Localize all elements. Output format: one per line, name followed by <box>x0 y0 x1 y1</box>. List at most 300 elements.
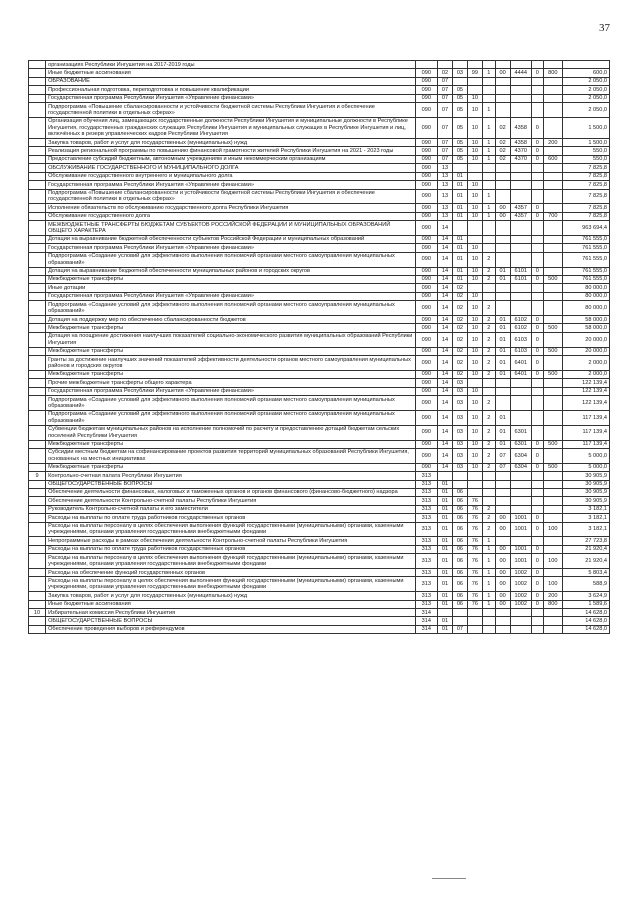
direction-code-cell <box>510 77 531 85</box>
item-name-cell: Исполнение обязательств по обслуживанию государственного долга Республики Ингушетия <box>46 204 416 212</box>
extra-code-cell: 0 <box>531 370 543 378</box>
admin-code-cell: 090 <box>415 221 437 236</box>
item-name-cell: Расходы на выплаты по оплате труда работников государственных органов <box>46 545 416 553</box>
table-row <box>29 332 610 347</box>
amount-cell: 30 905,9 <box>562 497 609 505</box>
amount-cell: 30 905,9 <box>562 488 609 496</box>
admin-code-cell: 090 <box>415 463 437 471</box>
extra-code-cell <box>531 537 543 545</box>
amount-cell: 117 139,4 <box>562 425 609 440</box>
row-number-cell <box>29 440 46 448</box>
amount-cell: 7 825,8 <box>562 204 609 212</box>
event-code-cell: 01 <box>495 324 510 332</box>
section-code-cell: 07 <box>438 86 453 94</box>
section-code-cell: 02 <box>438 69 453 77</box>
item-name-cell: Межбюджетные трансферты <box>46 370 416 378</box>
subprogram-code-cell <box>482 221 495 236</box>
expense-type-cell <box>543 86 562 94</box>
item-name-cell: Иные дотации <box>46 284 416 292</box>
extra-code-cell <box>531 181 543 189</box>
expense-type-cell <box>543 316 562 324</box>
subprogram-code-cell: 2 <box>482 410 495 425</box>
row-number-cell <box>29 347 46 355</box>
section-code-cell: 14 <box>438 448 453 463</box>
direction-code-cell: 1002 <box>510 569 531 577</box>
table-row <box>29 139 610 147</box>
subsection-code-cell: 02 <box>452 356 467 371</box>
event-code-cell: 00 <box>495 522 510 537</box>
subsection-code-cell: 06 <box>452 505 467 513</box>
event-code-cell <box>495 537 510 545</box>
row-number-cell <box>29 212 46 220</box>
program-code-cell: 10 <box>467 448 482 463</box>
row-number-cell <box>29 569 46 577</box>
item-name-cell: Контрольно-счетная палата Республики Ингушетия <box>46 472 416 480</box>
event-code-cell <box>495 497 510 505</box>
item-name-cell: Обеспечение деятельности финансовых, налоговых и таможенных органов и органов финансового (финансово-бюджетного) надзора <box>46 488 416 496</box>
item-name-cell: Субвенции бюджетам муниципальных районов на исполнение полномочий по расчету и предоставлению дотаций бюджетам сельских поселений Республики Ингушетия <box>46 425 416 440</box>
expense-type-cell <box>543 181 562 189</box>
item-name-cell: ОБЩЕГОСУДАРСТВЕННЫЕ ВОПРОСЫ <box>46 480 416 488</box>
item-name-cell: Межбюджетные трансферты <box>46 275 416 283</box>
subprogram-code-cell: 2 <box>482 275 495 283</box>
subprogram-code-cell <box>482 292 495 300</box>
subprogram-code-cell: 1 <box>482 592 495 600</box>
section-code-cell: 14 <box>438 332 453 347</box>
expense-type-cell <box>543 497 562 505</box>
admin-code-cell: 090 <box>415 94 437 102</box>
section-code-cell: 14 <box>438 235 453 243</box>
row-number-cell <box>29 370 46 378</box>
subprogram-code-cell <box>482 497 495 505</box>
program-code-cell <box>467 164 482 172</box>
admin-code-cell: 313 <box>415 569 437 577</box>
admin-code-cell: 090 <box>415 356 437 371</box>
table-row <box>29 600 610 608</box>
section-code-cell: 01 <box>438 577 453 592</box>
amount-cell: 58 000,0 <box>562 316 609 324</box>
row-number-cell <box>29 592 46 600</box>
program-code-cell: 10 <box>467 204 482 212</box>
item-name-cell: Обслуживание государственного долга <box>46 212 416 220</box>
subprogram-code-cell: 2 <box>482 347 495 355</box>
extra-code-cell: 0 <box>531 448 543 463</box>
item-name-cell: Подпрограмма «Создание условий для эффективного выполнения полномочий органами местного самоуправления муниципальных образований» <box>46 410 416 425</box>
row-number-cell <box>29 69 46 77</box>
subsection-code-cell: 02 <box>452 370 467 378</box>
expense-type-cell <box>543 387 562 395</box>
section-code-cell: 07 <box>438 155 453 163</box>
program-code-cell: 76 <box>467 569 482 577</box>
direction-code-cell: 6101 <box>510 275 531 283</box>
amount-cell: 550,0 <box>562 155 609 163</box>
item-name-cell: Прочие межбюджетные трансферты общего характера <box>46 379 416 387</box>
subsection-code-cell: 01 <box>452 252 467 267</box>
subprogram-code-cell: 2 <box>482 316 495 324</box>
subprogram-code-cell <box>482 172 495 180</box>
subsection-code-cell: 05 <box>452 94 467 102</box>
row-number-cell <box>29 577 46 592</box>
expense-type-cell <box>543 77 562 85</box>
program-code-cell: 10 <box>467 425 482 440</box>
direction-code-cell <box>510 387 531 395</box>
subprogram-code-cell: 1 <box>482 147 495 155</box>
amount-cell: 5 000,0 <box>562 448 609 463</box>
amount-cell: 761 555,0 <box>562 244 609 252</box>
subsection-code-cell: 03 <box>452 69 467 77</box>
row-number-cell <box>29 284 46 292</box>
direction-code-cell <box>510 244 531 252</box>
program-code-cell <box>467 77 482 85</box>
direction-code-cell: 1001 <box>510 554 531 569</box>
table-row <box>29 221 610 236</box>
subprogram-code-cell: 1 <box>482 212 495 220</box>
admin-code-cell: 090 <box>415 410 437 425</box>
extra-code-cell: 0 <box>531 324 543 332</box>
extra-code-cell <box>531 244 543 252</box>
direction-code-cell: 4370 <box>510 147 531 155</box>
admin-code-cell: 090 <box>415 103 437 118</box>
amount-cell: 20 000,0 <box>562 347 609 355</box>
program-code-cell: 10 <box>467 252 482 267</box>
direction-code-cell: 6103 <box>510 347 531 355</box>
amount-cell: 30 905,9 <box>562 480 609 488</box>
section-code-cell <box>438 609 453 617</box>
section-code-cell: 01 <box>438 545 453 553</box>
expense-type-cell <box>543 164 562 172</box>
amount-cell: 588,9 <box>562 577 609 592</box>
direction-code-cell <box>510 221 531 236</box>
direction-code-cell: 6304 <box>510 463 531 471</box>
admin-code-cell: 313 <box>415 522 437 537</box>
section-code-cell: 14 <box>438 425 453 440</box>
subprogram-code-cell: 2 <box>482 505 495 513</box>
program-code-cell: 76 <box>467 522 482 537</box>
subprogram-code-cell: 1 <box>482 554 495 569</box>
direction-code-cell <box>510 61 531 69</box>
event-code-cell <box>495 94 510 102</box>
subsection-code-cell: 03 <box>452 410 467 425</box>
amount-cell: 3 182,1 <box>562 522 609 537</box>
program-code-cell <box>467 625 482 633</box>
row-number-cell <box>29 379 46 387</box>
admin-code-cell: 090 <box>415 69 437 77</box>
event-code-cell <box>495 77 510 85</box>
item-name-cell: Субсидии местным бюджетам на софинансирование проектов развития территорий муниципальных образований Республики Ингушетия, основанных на местных инициативах <box>46 448 416 463</box>
subprogram-code-cell: 1 <box>482 545 495 553</box>
direction-code-cell: 1001 <box>510 522 531 537</box>
subprogram-code-cell: 1 <box>482 139 495 147</box>
amount-cell: 2 000,0 <box>562 356 609 371</box>
extra-code-cell: 0 <box>531 316 543 324</box>
subsection-code-cell: 03 <box>452 448 467 463</box>
admin-code-cell: 090 <box>415 425 437 440</box>
program-code-cell: 10 <box>467 370 482 378</box>
table-row <box>29 86 610 94</box>
section-code-cell: 14 <box>438 396 453 411</box>
direction-code-cell: 1001 <box>510 545 531 553</box>
direction-code-cell: 6103 <box>510 332 531 347</box>
admin-code-cell: 090 <box>415 204 437 212</box>
extra-code-cell: 0 <box>531 212 543 220</box>
section-code-cell: 07 <box>438 94 453 102</box>
admin-code-cell: 314 <box>415 625 437 633</box>
extra-code-cell <box>531 86 543 94</box>
direction-code-cell <box>510 480 531 488</box>
row-number-cell <box>29 463 46 471</box>
direction-code-cell <box>510 379 531 387</box>
subsection-code-cell: 07 <box>452 625 467 633</box>
expense-type-cell: 100 <box>543 522 562 537</box>
table-row <box>29 117 610 138</box>
subprogram-code-cell: 2 <box>482 522 495 537</box>
event-code-cell: 01 <box>495 410 510 425</box>
amount-cell: 2 050,0 <box>562 94 609 102</box>
subprogram-code-cell: 2 <box>482 252 495 267</box>
subprogram-code-cell: 1 <box>482 600 495 608</box>
program-code-cell: 10 <box>467 463 482 471</box>
expense-type-cell <box>543 396 562 411</box>
amount-cell: 7 825,8 <box>562 181 609 189</box>
extra-code-cell <box>531 410 543 425</box>
row-number-cell <box>29 545 46 553</box>
subprogram-code-cell <box>482 61 495 69</box>
subsection-code-cell: 02 <box>452 284 467 292</box>
direction-code-cell: 1001 <box>510 514 531 522</box>
admin-code-cell: 090 <box>415 301 437 316</box>
expense-type-cell: 500 <box>543 440 562 448</box>
subsection-code-cell: 06 <box>452 497 467 505</box>
admin-code-cell: 090 <box>415 181 437 189</box>
subprogram-code-cell: 2 <box>482 425 495 440</box>
item-name-cell: Избирательная комиссия Республики Ингушетия <box>46 609 416 617</box>
expense-type-cell <box>543 172 562 180</box>
event-code-cell: 07 <box>495 448 510 463</box>
direction-code-cell <box>510 284 531 292</box>
expense-type-cell <box>543 379 562 387</box>
subprogram-code-cell: 2 <box>482 514 495 522</box>
subsection-code-cell: 03 <box>452 425 467 440</box>
subsection-code-cell <box>452 221 467 236</box>
expense-type-cell <box>543 284 562 292</box>
direction-code-cell <box>510 301 531 316</box>
extra-code-cell: 0 <box>531 514 543 522</box>
row-number-cell <box>29 514 46 522</box>
table-row <box>29 164 610 172</box>
row-number-cell <box>29 324 46 332</box>
amount-cell: 80 000,0 <box>562 292 609 300</box>
table-row <box>29 212 610 220</box>
admin-code-cell: 090 <box>415 387 437 395</box>
amount-cell: 21 920,4 <box>562 554 609 569</box>
subprogram-code-cell: 2 <box>482 463 495 471</box>
direction-code-cell: 6102 <box>510 316 531 324</box>
event-code-cell <box>495 488 510 496</box>
subprogram-code-cell <box>482 609 495 617</box>
row-number-cell <box>29 189 46 204</box>
item-name-cell: Подпрограмма «Повышение сбалансированности и устойчивости бюджетной системы Республики Ингушетия и обеспечение государственной политики в отдельных сферах» <box>46 189 416 204</box>
item-name-cell: Дотация на поддержку мер по обеспечению сбалансированности бюджетов <box>46 316 416 324</box>
event-code-cell: 01 <box>495 316 510 324</box>
subsection-code-cell <box>452 61 467 69</box>
program-code-cell: 10 <box>467 147 482 155</box>
subsection-code-cell: 06 <box>452 569 467 577</box>
table-row <box>29 94 610 102</box>
row-number-cell <box>29 301 46 316</box>
direction-code-cell: 4358 <box>510 139 531 147</box>
row-number-cell <box>29 275 46 283</box>
extra-code-cell <box>531 235 543 243</box>
expense-type-cell: 800 <box>543 600 562 608</box>
admin-code-cell: 313 <box>415 577 437 592</box>
amount-cell: 600,0 <box>562 69 609 77</box>
admin-code-cell: 090 <box>415 370 437 378</box>
item-name-cell: Иные бюджетные ассигнования <box>46 600 416 608</box>
section-code-cell: 14 <box>438 440 453 448</box>
admin-code-cell: 313 <box>415 554 437 569</box>
table-row <box>29 545 610 553</box>
direction-code-cell <box>510 497 531 505</box>
program-code-cell <box>467 86 482 94</box>
item-name-cell: Подпрограмма «Создание условий для эффективного выполнения полномочий органами местного самоуправления муниципальных образований» <box>46 252 416 267</box>
admin-code-cell: 313 <box>415 472 437 480</box>
subprogram-code-cell <box>482 617 495 625</box>
program-code-cell: 10 <box>467 324 482 332</box>
row-number-cell <box>29 204 46 212</box>
program-code-cell: 76 <box>467 497 482 505</box>
table-row <box>29 347 610 355</box>
row-number-cell <box>29 172 46 180</box>
admin-code-cell: 090 <box>415 332 437 347</box>
row-number-cell <box>29 147 46 155</box>
admin-code-cell: 090 <box>415 275 437 283</box>
direction-code-cell: 6301 <box>510 425 531 440</box>
row-number-cell <box>29 356 46 371</box>
event-code-cell <box>495 379 510 387</box>
subprogram-code-cell <box>482 284 495 292</box>
subprogram-code-cell: 1 <box>482 155 495 163</box>
row-number-cell <box>29 425 46 440</box>
expense-type-cell: 500 <box>543 324 562 332</box>
row-number-cell <box>29 181 46 189</box>
program-code-cell: 76 <box>467 514 482 522</box>
admin-code-cell: 313 <box>415 488 437 496</box>
amount-cell: 117 139,4 <box>562 410 609 425</box>
expense-type-cell: 600 <box>543 155 562 163</box>
direction-code-cell <box>510 252 531 267</box>
section-code-cell: 14 <box>438 356 453 371</box>
section-code-cell: 14 <box>438 301 453 316</box>
section-code-cell <box>438 61 453 69</box>
program-code-cell: 76 <box>467 554 482 569</box>
expense-type-cell <box>543 537 562 545</box>
amount-cell: 7 825,8 <box>562 212 609 220</box>
amount-cell: 550,0 <box>562 147 609 155</box>
subsection-code-cell: 05 <box>452 103 467 118</box>
amount-cell: 20 000,0 <box>562 332 609 347</box>
direction-code-cell <box>510 488 531 496</box>
event-code-cell: 00 <box>495 600 510 608</box>
amount-cell: 14 628,0 <box>562 625 609 633</box>
admin-code-cell: 090 <box>415 244 437 252</box>
subsection-code-cell: 06 <box>452 545 467 553</box>
extra-code-cell <box>531 625 543 633</box>
table-row <box>29 292 610 300</box>
section-code-cell: 01 <box>438 514 453 522</box>
item-name-cell: Реализация региональной программы по повышению финансовой грамотности жителей Республики Ингушетия на 2021 - 2023 годы <box>46 147 416 155</box>
amount-cell: 5 000,0 <box>562 463 609 471</box>
extra-code-cell: 0 <box>531 347 543 355</box>
subsection-code-cell: 06 <box>452 522 467 537</box>
table-row <box>29 609 610 617</box>
admin-code-cell: 313 <box>415 497 437 505</box>
subprogram-code-cell: 2 <box>482 396 495 411</box>
direction-code-cell: 1002 <box>510 600 531 608</box>
admin-code-cell: 090 <box>415 189 437 204</box>
table-row <box>29 497 610 505</box>
program-code-cell <box>467 172 482 180</box>
event-code-cell <box>495 505 510 513</box>
admin-code-cell: 090 <box>415 347 437 355</box>
expense-type-cell <box>543 609 562 617</box>
expense-type-cell <box>543 569 562 577</box>
item-name-cell: Расходы на выплаты персоналу в целях обеспечения выполнения функций государственными (муниципальными) органами, казенными учреждениями, органами управления государственными внебюджетными фондами <box>46 522 416 537</box>
table-row <box>29 69 610 77</box>
extra-code-cell <box>531 488 543 496</box>
admin-code-cell: 090 <box>415 284 437 292</box>
direction-code-cell: 6304 <box>510 448 531 463</box>
section-code-cell: 14 <box>438 324 453 332</box>
direction-code-cell: 4357 <box>510 212 531 220</box>
subsection-code-cell: 02 <box>452 324 467 332</box>
direction-code-cell: 6101 <box>510 267 531 275</box>
item-name-cell: Межбюджетные трансферты <box>46 347 416 355</box>
event-code-cell <box>495 181 510 189</box>
program-code-cell: 76 <box>467 592 482 600</box>
admin-code-cell: 090 <box>415 147 437 155</box>
subprogram-code-cell: 1 <box>482 569 495 577</box>
table-row <box>29 235 610 243</box>
section-code-cell: 13 <box>438 172 453 180</box>
extra-code-cell <box>531 94 543 102</box>
item-name-cell: Предоставление субсидий бюджетным, автономным учреждениям и иным некоммерческим организациям <box>46 155 416 163</box>
direction-code-cell <box>510 164 531 172</box>
admin-code-cell: 090 <box>415 77 437 85</box>
event-code-cell <box>495 301 510 316</box>
event-code-cell <box>495 172 510 180</box>
event-code-cell: 02 <box>495 155 510 163</box>
extra-code-cell <box>531 497 543 505</box>
amount-cell: 58 000,0 <box>562 324 609 332</box>
page-number: 37 <box>599 22 610 34</box>
event-code-cell: 00 <box>495 577 510 592</box>
extra-code-cell <box>531 252 543 267</box>
amount-cell: 7 825,8 <box>562 172 609 180</box>
admin-code-cell: 314 <box>415 617 437 625</box>
program-code-cell <box>467 472 482 480</box>
extra-code-cell: 0 <box>531 356 543 371</box>
row-number-cell <box>29 164 46 172</box>
subprogram-code-cell <box>482 379 495 387</box>
row-number-cell <box>29 617 46 625</box>
subsection-code-cell: 01 <box>452 275 467 283</box>
subprogram-code-cell: 2 <box>482 301 495 316</box>
program-code-cell: 10 <box>467 301 482 316</box>
event-code-cell: 01 <box>495 347 510 355</box>
extra-code-cell: 0 <box>531 545 543 553</box>
expense-type-cell: 500 <box>543 347 562 355</box>
subprogram-code-cell: 1 <box>482 577 495 592</box>
